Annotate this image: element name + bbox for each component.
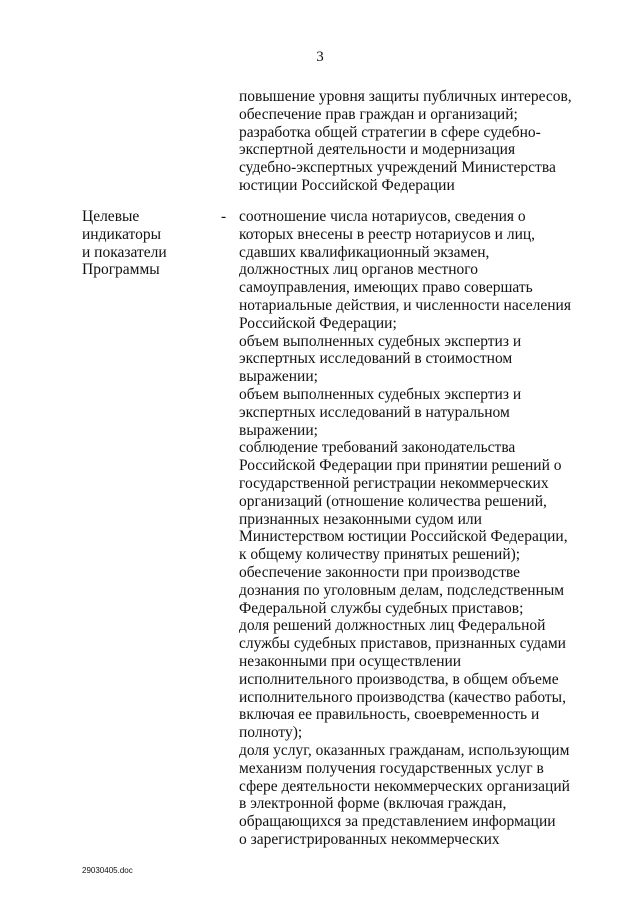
intro-line: повышение уровня защиты публичных интересов,: [239, 88, 572, 105]
intro-line: судебно-экспертных учреждений Министерства: [239, 159, 556, 177]
intro-line: обеспечение прав граждан и организаций;: [239, 105, 518, 123]
intro-line: экспертной деятельности и модернизация: [239, 141, 516, 159]
intro-line: юстиции Российской Федерации: [239, 176, 455, 194]
content-line: службы судебных приставов, признанных судами: [239, 635, 566, 653]
content-line: о зарегистрированных некоммерческих: [239, 830, 500, 848]
section-label-line: Целевые: [82, 208, 140, 225]
content-line: выражении;: [239, 421, 318, 439]
intro-line: разработка общей стратегии в сфере судебно-: [239, 123, 541, 141]
section-dash: -: [221, 208, 227, 225]
content-line: сдавших квалификационный экзамен,: [239, 243, 490, 261]
content-line: Российской Федерации при принятии решений о: [239, 457, 562, 475]
content-line: дознания по уголовным делам, подследственным: [239, 581, 565, 599]
content-line: доля услуг, оказанных гражданам, использующим: [239, 741, 570, 759]
content-line: Министерством юстиции Российской Федерации,: [239, 528, 568, 546]
content-line: нотариальные действия, и численности населения: [239, 296, 571, 314]
content-line: соотношение числа нотариусов, сведения о: [239, 208, 526, 225]
content-line: доля решений должностных лиц Федеральной: [239, 617, 546, 635]
page-number: 3: [316, 49, 324, 65]
content-line: обеспечение законности при производстве: [239, 563, 521, 581]
content-line: незаконными при осуществлении: [239, 652, 462, 670]
content-line: экспертных исследований в натуральном: [239, 403, 510, 421]
content-line: механизм получения государственных услуг в: [239, 759, 544, 777]
content-line: исполнительного производства (качество работы,: [239, 688, 566, 706]
section-label-line: и показатели: [82, 243, 167, 261]
content-line: полноту);: [239, 724, 303, 742]
content-line: выражении;: [239, 368, 318, 386]
content-line: обращающихся за представлением информации: [239, 813, 556, 831]
content-line: к общему количеству принятых решений);: [239, 546, 521, 564]
section-label-line: Программы: [82, 261, 160, 279]
content-line: государственной регистрации некоммерческих: [239, 474, 549, 492]
section-content: [239, 208, 579, 849]
content-line: сфере деятельности некоммерческих организаций: [239, 777, 570, 795]
content-line: самоуправления, имеющих право совершать: [239, 279, 533, 297]
intro-text-block: [239, 88, 579, 195]
content-line: которых внесены в реестр нотариусов и лиц,: [239, 225, 536, 243]
content-line: должностных лиц органов местного: [239, 261, 478, 279]
content-line: в электронной форме (включая граждан,: [239, 795, 507, 813]
content-line: организаций (отношение количества решений,: [239, 492, 547, 510]
content-line: Российской Федерации;: [239, 314, 397, 332]
content-line: соблюдение требований законодательства: [239, 439, 516, 457]
section-label-line: индикаторы: [82, 225, 162, 243]
section-label: [82, 208, 212, 279]
content-line: экспертных исследований в стоимостном: [239, 350, 513, 368]
content-line: объем выполненных судебных экспертиз и: [239, 385, 522, 403]
content-line: исполнительного производства, в общем объеме: [239, 670, 559, 688]
footer-filename: 29030405.doc: [82, 866, 133, 875]
content-line: объем выполненных судебных экспертиз и: [239, 332, 522, 350]
content-line: включая ее правильность, своевременность и: [239, 706, 540, 724]
content-line: Федеральной службы судебных приставов;: [239, 599, 524, 617]
content-line: признанных незаконными судом или: [239, 510, 482, 528]
